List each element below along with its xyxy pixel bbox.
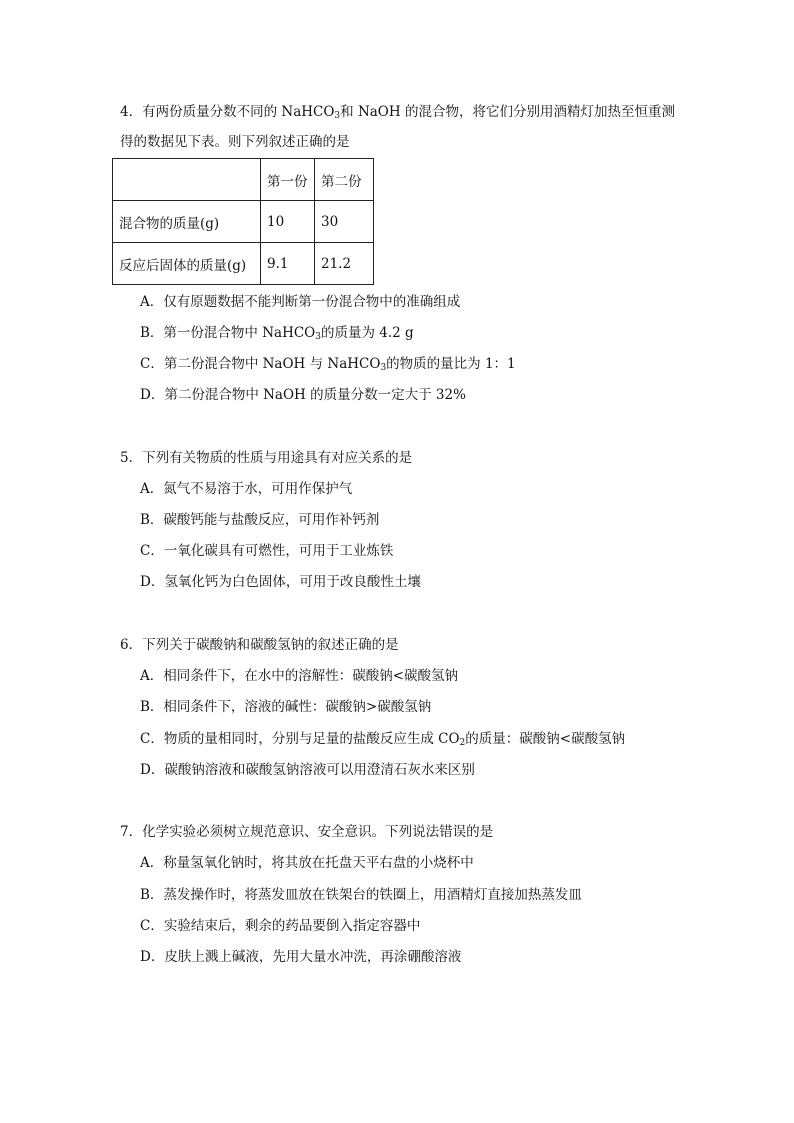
q5-option-b: B．碳酸钙能与盐酸反应，可用作补钙剂 <box>140 512 380 528</box>
table-cell: 10 <box>261 201 315 243</box>
table-cell: 混合物的质量(g) <box>113 201 261 243</box>
q4-option-c-subscript: 3 <box>380 363 387 373</box>
q4-stem-line2: 得的数据见下表。则下列叙述正确的是 <box>120 134 350 150</box>
table-cell: 9.1 <box>261 243 315 285</box>
q4-data-table <box>112 158 374 285</box>
q4-stem-subscript: 3 <box>334 111 341 121</box>
q4-option-a: A．仅有原题数据不能判断第一份混合物中的准确组成 <box>140 294 461 310</box>
q6-option-c-part2: 的质量：碳酸钠<碳酸氢钠 <box>465 731 626 747</box>
q6-option-b: B．相同条件下，溶液的碱性：碳酸钠>碳酸氢钠 <box>140 699 432 715</box>
q6-option-c-part1: C．物质的量相同时，分别与足量的盐酸反应生成 CO <box>140 731 460 747</box>
table-row <box>113 201 374 243</box>
q6-option-c <box>140 730 625 748</box>
q5-option-c: C．一氧化碳具有可燃性，可用于工业炼铁 <box>140 543 394 559</box>
q6-stem: 6．下列关于碳酸钠和碳酸氢钠的叙述正确的是 <box>120 637 399 653</box>
q5-option-a: A．氮气不易溶于水，可用作保护气 <box>140 481 353 497</box>
q4-option-b-subscript: 3 <box>315 332 321 342</box>
table-header-cell <box>113 159 261 201</box>
q4-option-b-part1: B．第一份混合物中 NaHCO <box>140 325 316 341</box>
q4-option-c-part1: C．第二份混合物中 NaOH 与 NaHCO <box>140 356 381 372</box>
q4-option-d: D．第二份混合物中 NaOH 的质量分数一定大于 32% <box>140 387 466 403</box>
table-cell: 21.2 <box>315 243 374 285</box>
q5-option-d: D．氢氧化钙为白色固体，可用于改良酸性土壤 <box>140 574 421 590</box>
q7-option-b: B．蒸发操作时，将蒸发皿放在铁架台的铁圈上，用酒精灯直接加热蒸发皿 <box>140 887 582 903</box>
q7-stem: 7．化学实验必须树立规范意识、安全意识。下列说法错误的是 <box>120 824 494 840</box>
table-header-row <box>113 159 374 201</box>
q5-stem: 5．下列有关物质的性质与用途具有对应关系的是 <box>120 450 413 466</box>
table-header-cell: 第一份 <box>261 159 315 201</box>
q4-option-c <box>140 355 516 373</box>
table-header-cell: 第二份 <box>315 159 374 201</box>
q4-stem-line1 <box>120 103 675 121</box>
q6-option-c-subscript: 2 <box>459 738 466 748</box>
q6-option-d: D．碳酸钠溶液和碳酸氢钠溶液可以用澄清石灰水来区别 <box>140 762 475 778</box>
q4-stem-part1: 4．有两份质量分数不同的 NaHCO <box>120 104 335 120</box>
table-row <box>113 243 374 285</box>
table-cell: 反应后固体的质量(g) <box>113 243 261 285</box>
q4-option-c-part2: 的物质的量比为 1：1 <box>386 356 516 372</box>
q4-option-b-part2: 的质量为 4.2 g <box>320 325 414 341</box>
q6-option-a: A．相同条件下，在水中的溶解性：碳酸钠<碳酸氢钠 <box>140 668 459 684</box>
q7-option-c: C．实验结束后，剩余的药品要倒入指定容器中 <box>140 918 421 934</box>
q4-option-b <box>140 324 414 342</box>
q7-option-d: D．皮肤上溅上碱液，先用大量水冲洗，再涂硼酸溶液 <box>140 949 462 965</box>
table-cell: 30 <box>315 201 374 243</box>
q4-stem-part2: 和 NaOH 的混合物，将它们分别用酒精灯加热至恒重测 <box>340 104 675 120</box>
q7-option-a: A．称量氢氧化钠时，将其放在托盘天平右盘的小烧杯中 <box>140 855 474 871</box>
